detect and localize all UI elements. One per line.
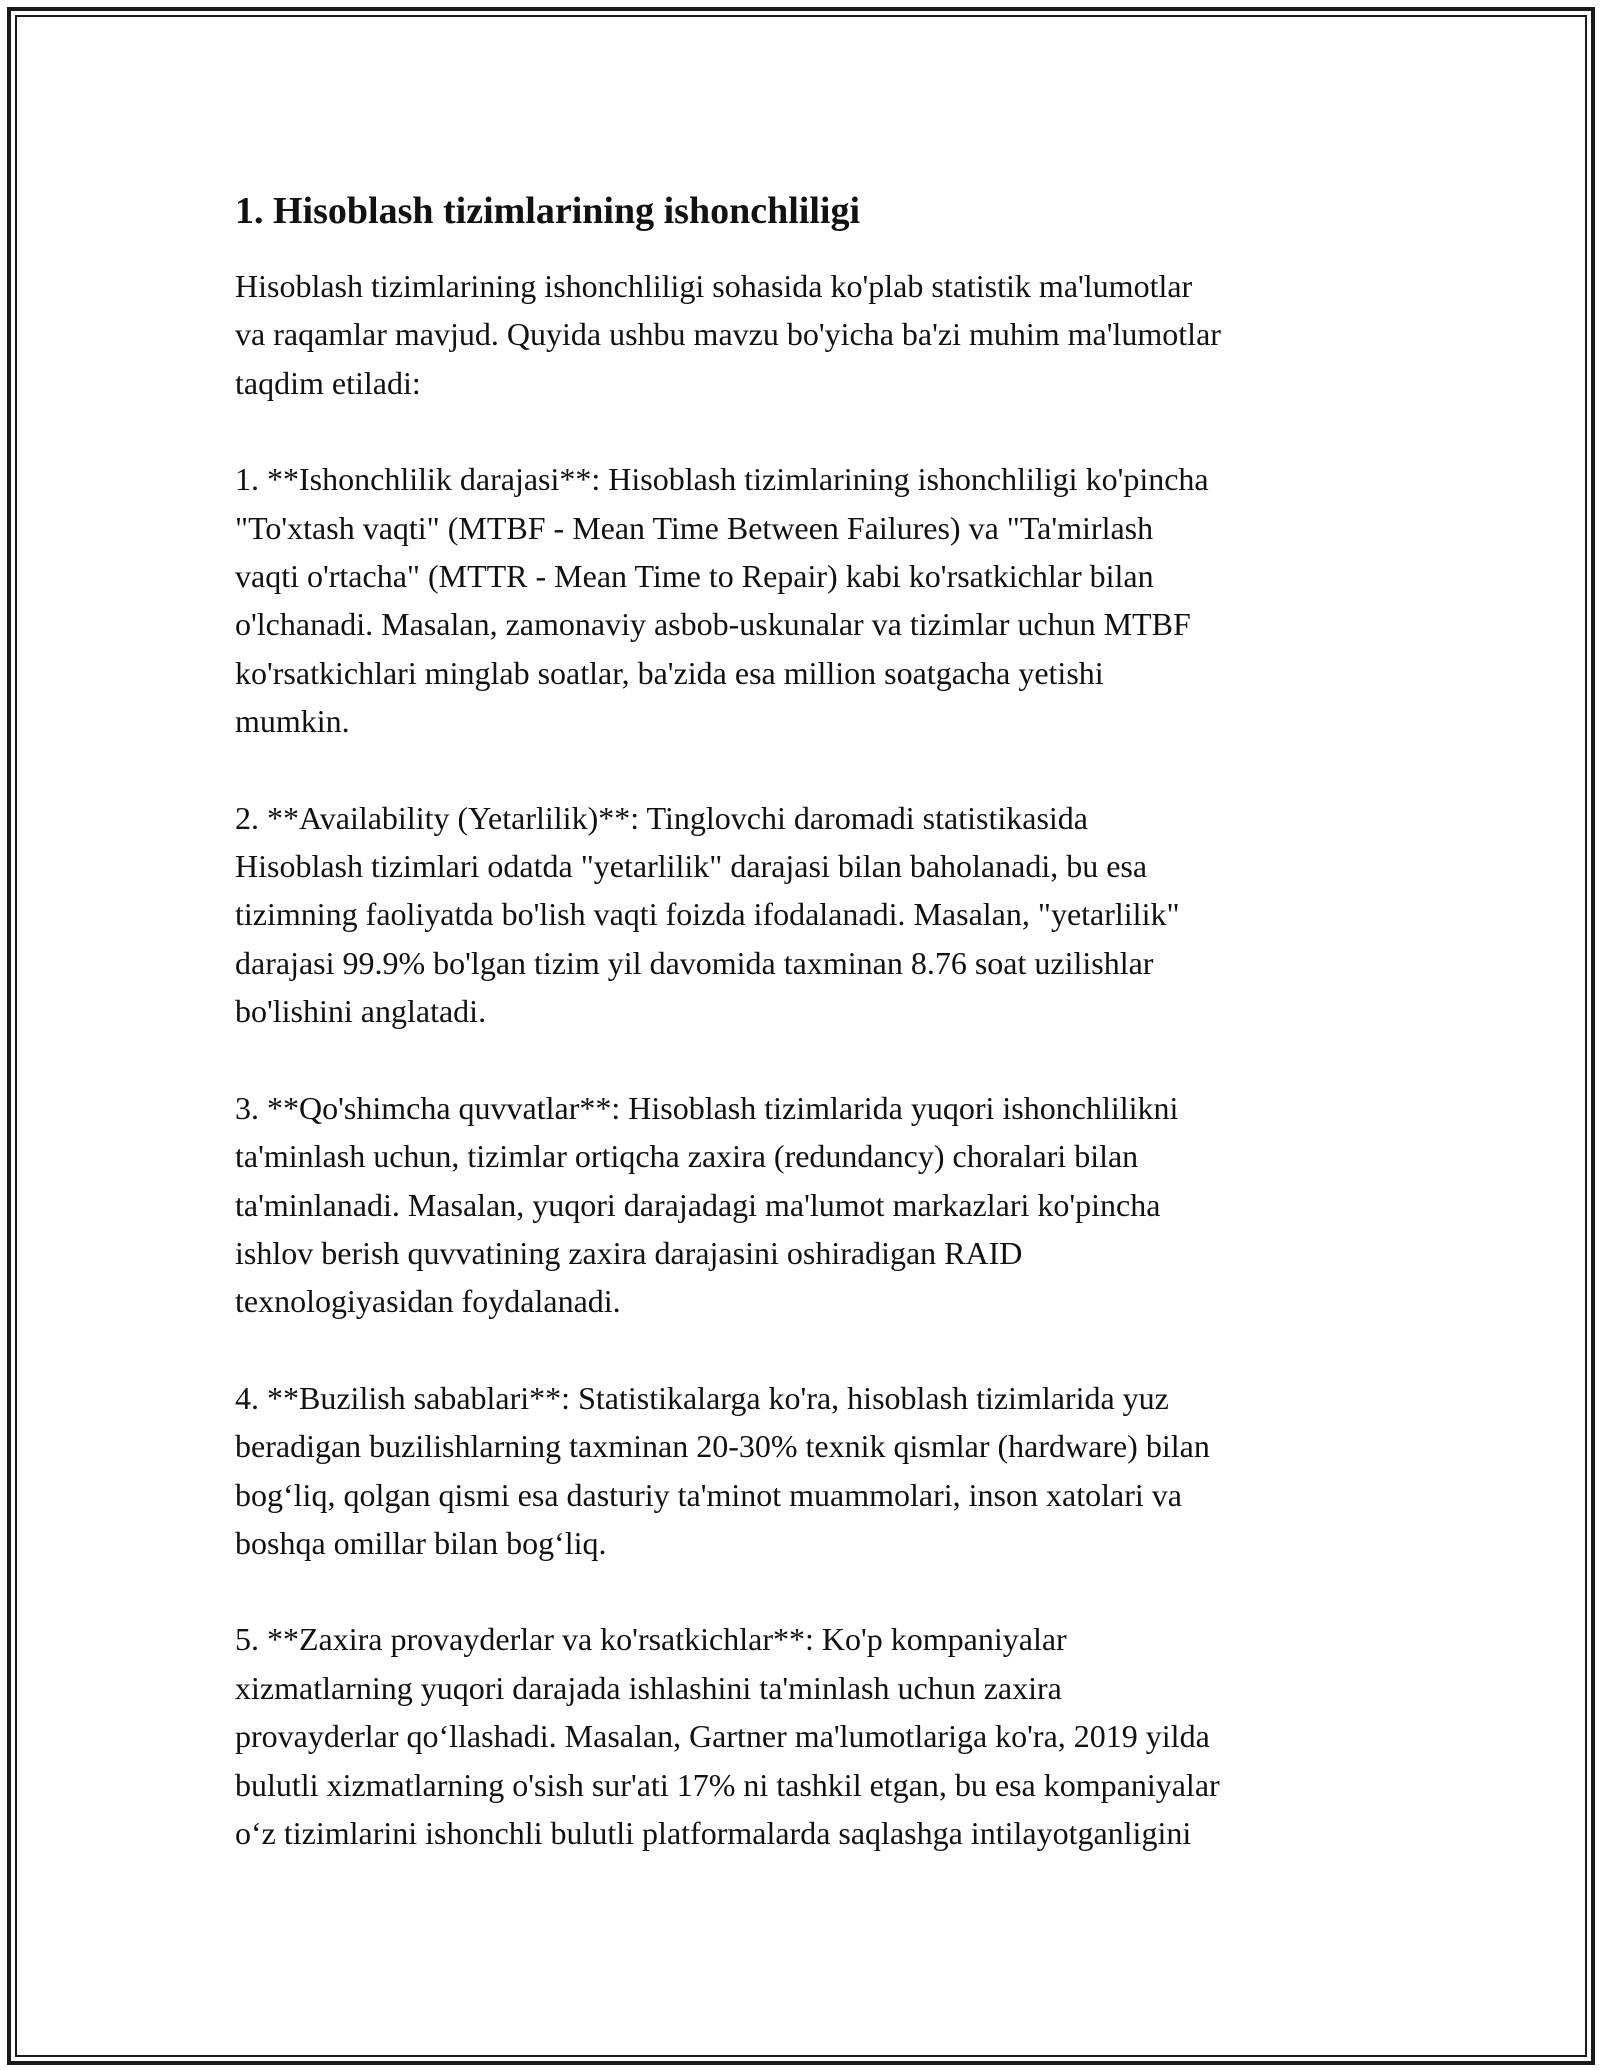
paragraph-line: 1. **Ishonchlilik darajasi**: Hisoblash tizimlarining ishonchliligi ko'pincha xyxy=(235,461,1209,498)
paragraph-line: 5. **Zaxira provayderlar va ko'rsatkichlar**: Ko'p kompaniyalar xyxy=(235,1621,1067,1658)
paragraph-line: bo'lishini anglatadi. xyxy=(235,993,487,1030)
paragraph-line: vaqti o'rtacha" (MTTR - Mean Time to Repair) kabi ko'rsatkichlar bilan xyxy=(235,558,1154,595)
paragraph-line: beradigan buzilishlarning taxminan 20-30% texnik qismlar (hardware) bilan xyxy=(235,1428,1210,1465)
paragraph-line: darajasi 99.9% bo'lgan tizim yil davomida taxminan 8.76 soat uzilishlar xyxy=(235,944,1154,981)
paragraph-item-3 xyxy=(235,1084,1375,1326)
paragraph-item-2 xyxy=(235,794,1375,1036)
document-title: 1. Hisoblash tizimlarining ishonchliligi xyxy=(235,190,861,232)
paragraph-line: bog‘liq, qolgan qismi esa dasturiy ta'minot muammolari, inson xatolari va xyxy=(235,1476,1182,1513)
paragraph-line: 4. **Buzilish sabablari**: Statistikalarga ko'ra, hisoblash tizimlarida yuz xyxy=(235,1379,1169,1416)
paragraph-line: ishlov berish quvvatining zaxira darajasini oshiradigan RAID xyxy=(235,1234,1023,1271)
paragraph-line: o‘z tizimlarini ishonchli bulutli platformalarda saqlashga intilayotganligini xyxy=(235,1814,1192,1851)
paragraph-intro xyxy=(235,262,1375,407)
paragraph-line: Hisoblash tizimlarining ishonchliligi sohasida ko'plab statistik ma'lumotlar xyxy=(235,268,1193,304)
paragraph-line: ko'rsatkichlari minglab soatlar, ba'zida esa million soatgacha yetishi xyxy=(235,654,1104,691)
paragraph-line: taqdim etiladi: xyxy=(235,364,421,401)
paragraph-line: Hisoblash tizimlari odatda "yetarlilik" darajasi bilan baholanadi, bu esa xyxy=(235,848,1148,885)
paragraph-item-4 xyxy=(235,1374,1375,1568)
paragraph-line: 3. **Qo'shimcha quvvatlar**: Hisoblash tizimlarida yuqori ishonchlilikni xyxy=(235,1089,1179,1126)
paragraph-line: o'lchanadi. Masalan, zamonaviy asbob-uskunalar va tizimlar uchun MTBF xyxy=(235,606,1191,643)
paragraph-line: xizmatlarning yuqori darajada ishlashini ta'minlash uchun zaxira xyxy=(235,1669,1062,1706)
paragraph-line: bulutli xizmatlarning o'sish sur'ati 17% ni tashkil etgan, bu esa kompaniyalar xyxy=(235,1766,1220,1803)
document-body xyxy=(235,186,1375,1905)
paragraph-line: provayderlar qo‘llashadi. Masalan, Gartner ma'lumotlariga ko'ra, 2019 yilda xyxy=(235,1718,1210,1755)
paragraph-line: "To'xtash vaqti" (MTBF - Mean Time Between Failures) va "Ta'mirlash xyxy=(235,509,1154,546)
paragraph-line: tizimning faoliyatda bo'lish vaqti foizda ifodalanadi. Masalan, "yetarlilik" xyxy=(235,896,1180,933)
paragraph-item-5 xyxy=(235,1615,1375,1857)
paragraph-line: mumkin. xyxy=(235,703,350,740)
paragraph-line: texnologiyasidan foydalanadi. xyxy=(235,1283,621,1320)
paragraph-line: ta'minlash uchun, tizimlar ortiqcha zaxira (redundancy) choralari bilan xyxy=(235,1138,1139,1175)
paragraph-line: ta'minlanadi. Masalan, yuqori darajadagi ma'lumot markazlari ko'pincha xyxy=(235,1186,1161,1223)
paragraph-line: va raqamlar mavjud. Quyida ushbu mavzu bo'yicha ba'zi muhim ma'lumotlar xyxy=(235,316,1221,353)
paragraph-line: 2. **Availability (Yetarlilik)**: Tinglovchi daromadi statistikasida xyxy=(235,799,1088,836)
paragraph-item-1 xyxy=(235,455,1375,745)
paragraph-line: boshqa omillar bilan bog‘liq. xyxy=(235,1524,607,1561)
